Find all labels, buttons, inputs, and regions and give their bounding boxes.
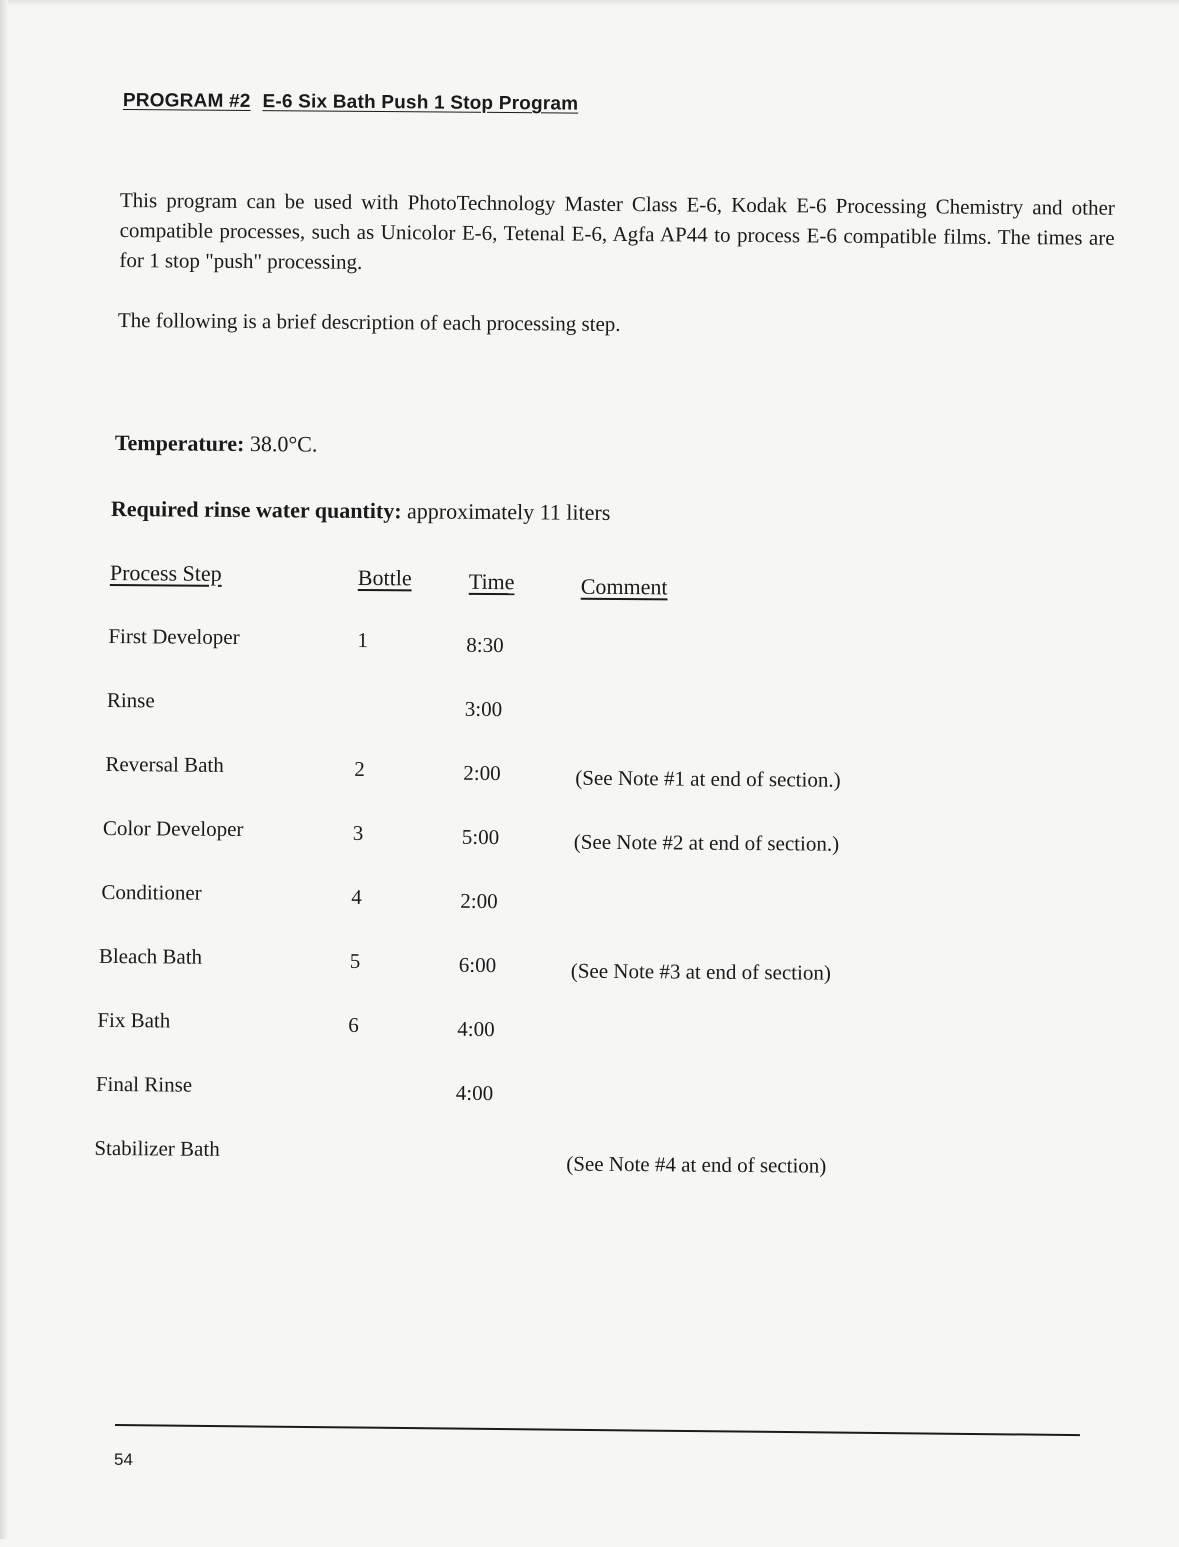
row-7-step: Fix Bath (97, 1007, 171, 1033)
rinse-water-line (111, 496, 611, 526)
row-1-bottle: 1 (357, 627, 368, 653)
row-4-time: 5:00 (461, 824, 500, 850)
row-8-step: Final Rinse (95, 1071, 193, 1097)
row-6-time: 6:00 (458, 952, 497, 978)
row-3-time: 2:00 (463, 760, 501, 786)
section-heading (123, 90, 579, 116)
header-comment: Comment (580, 573, 668, 600)
row-4-bottle: 3 (352, 820, 364, 845)
rinse-water-value: approximately 11 liters (406, 498, 611, 525)
row-5-step: Conditioner (101, 879, 202, 905)
row-3-step: Reversal Bath (105, 751, 224, 777)
row-8-time: 4:00 (455, 1080, 494, 1106)
rinse-water-label: Required rinse water quantity: (110, 496, 402, 524)
page-number: 54 (114, 1450, 133, 1469)
program-title: E-6 Six Bath Push 1 Stop Program (262, 91, 579, 115)
row-2-step: Rinse (106, 687, 155, 713)
temperature-value: 38.0°C. (249, 431, 318, 457)
page-left-edge (0, 0, 8, 1539)
row-4-comment: (See Note #2 at end of section.) (573, 829, 840, 856)
row-9-comment: (See Note #4 at end of section) (566, 1151, 827, 1178)
row-6-step: Bleach Bath (98, 943, 203, 969)
row-3-bottle: 2 (354, 756, 365, 782)
row-1-time: 8:30 (466, 632, 504, 658)
header-process-step: Process Step (109, 560, 222, 586)
page-top-edge (0, 0, 1179, 6)
program-number: PROGRAM #2 (122, 90, 251, 113)
row-5-bottle: 4 (351, 884, 362, 909)
row-2-time: 3:00 (464, 696, 503, 722)
row-6-comment: (See Note #3 at end of section) (570, 958, 831, 985)
header-time: Time (468, 568, 515, 595)
temperature-line (115, 430, 318, 458)
row-7-time: 4:00 (457, 1016, 495, 1042)
footer-rule (115, 1424, 1080, 1436)
row-6-bottle: 5 (349, 948, 361, 973)
row-9-step: Stabilizer Bath (94, 1135, 220, 1161)
row-7-bottle: 6 (348, 1012, 359, 1037)
row-5-time: 2:00 (460, 888, 498, 914)
temperature-label: Temperature: (114, 430, 245, 457)
row-3-comment: (See Note #1 at end of section.) (575, 765, 841, 792)
brief-description: The following is a brief description of each processing step. (117, 308, 621, 336)
row-4-step: Color Developer (102, 815, 244, 842)
header-bottle: Bottle (357, 564, 412, 591)
intro-paragraph: This program can be used with PhotoTechnology Master Class E-6, Kodak E-6 Processing Chemistry and other compatible processes, such as Unicolor E-6, Tetenal E-6, Agfa AP44 to process E-6 compatible films. The times are for 1 stop "push" processing. (119, 187, 1115, 274)
row-1-step: First Developer (108, 623, 240, 650)
